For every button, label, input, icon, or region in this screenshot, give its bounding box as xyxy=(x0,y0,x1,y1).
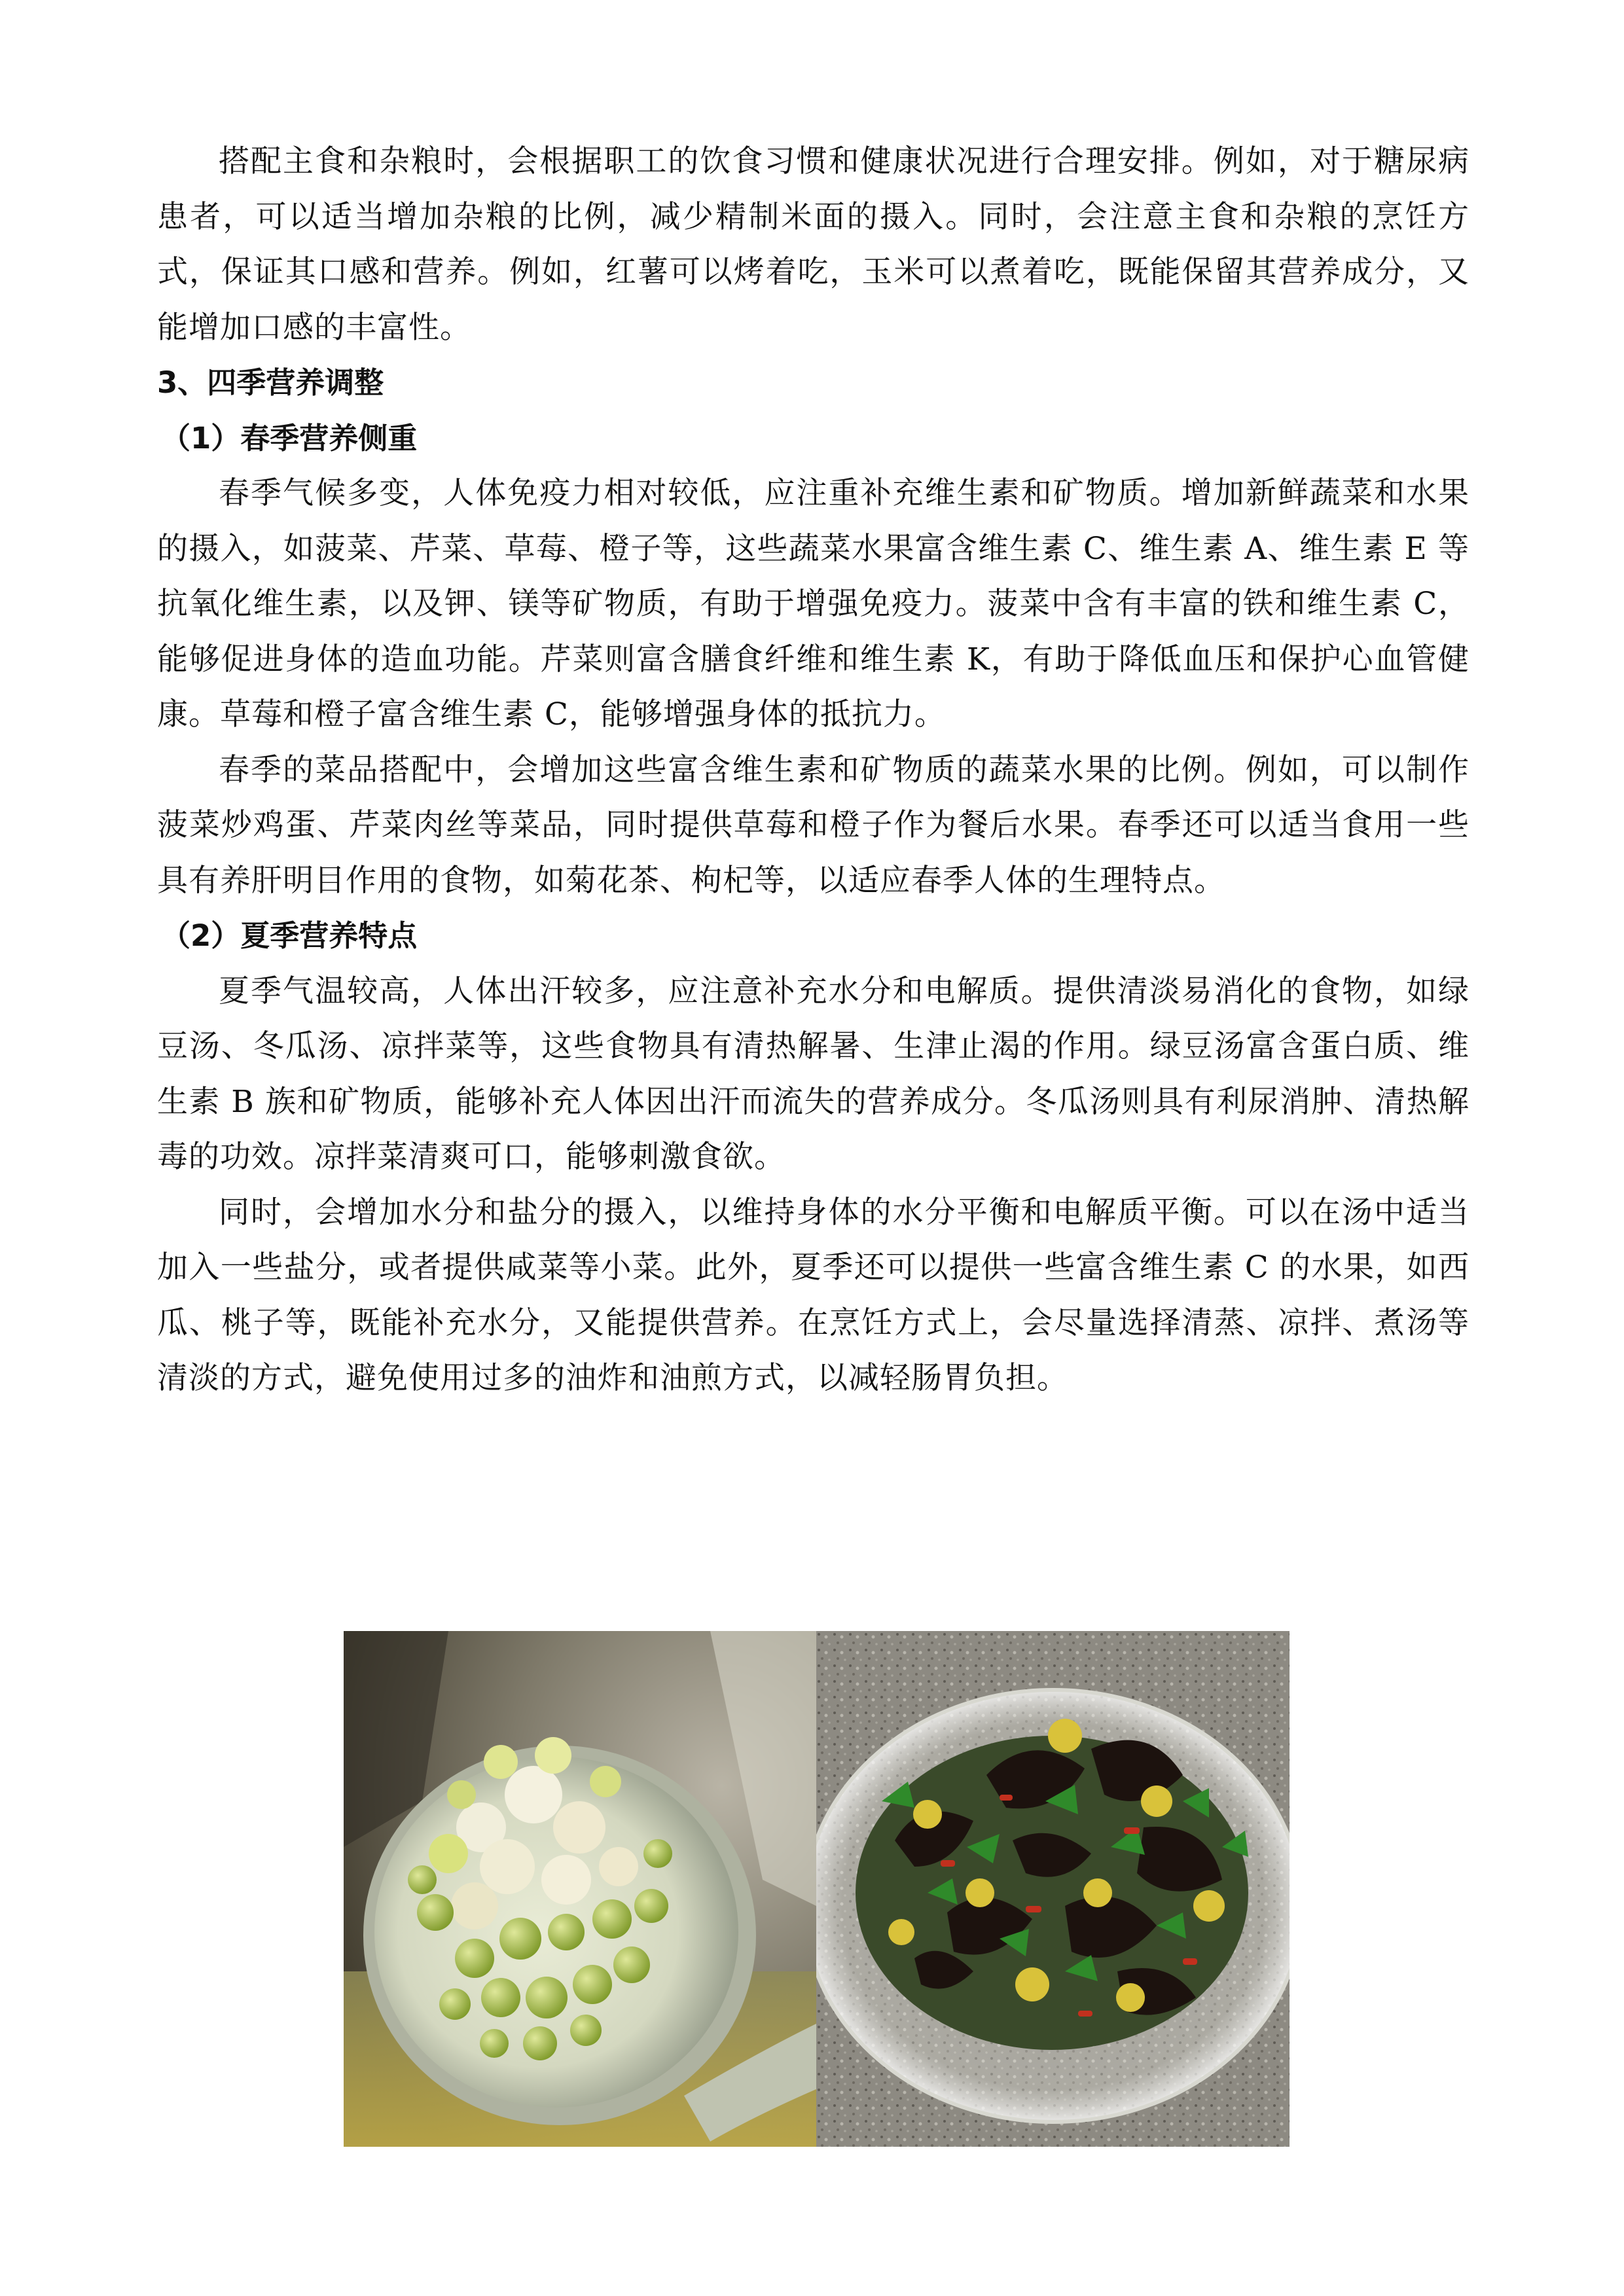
food-photos xyxy=(344,1631,1290,2147)
paragraph-summer-1: 夏季气温较高，人体出汗较多，应注意补充水分和电解质。提供清淡易消化的食物，如绿豆汤、冬瓜汤、凉拌菜等，这些食物具有清热解暑、生津止渴的作用。绿豆汤富含蛋白质、维生素 B 族和矿物质，能够补充人体因出汗而流失的营养成分。冬瓜汤则具有利尿消肿、清热解毒的功效。凉拌菜清爽可口，能够刺激食欲。 xyxy=(157,973,1470,1175)
mung-bean-soup-photo xyxy=(344,1631,816,2147)
paragraph-spring-1: 春季气候多变，人体免疫力相对较低，应注重补充维生素和矿物质。增加新鲜蔬菜和水果的摄入，如菠菜、芹菜、草莓、橙子等，这些蔬菜水果富含维生素 C、维生素 A、维生素 E 等抗氧化维生素，以及钾、镁等矿物质，有助于增强免疫力。菠菜中含有丰富的铁和维生素 C，能够促进身体的造血功能。芹菜则富含膳食纤维和维生素 K，有助于降低血压和保护心血管健康。草莓和橙子富含维生素 C，能够增强身体的抵抗力。 xyxy=(157,475,1470,732)
paragraph-summer-2: 同时，会增加水分和盐分的摄入，以维持身体的水分平衡和电解质平衡。可以在汤中适当加入一些盐分，或者提供咸菜等小菜。此外，夏季还可以提供一些富含维生素 C 的水果，如西瓜、桃子等，既能补充水分，又能提供营养。在烹饪方式上，会尽量选择清蒸、凉拌、煮汤等清淡的方式，避免使用过多的油炸和油煎方式，以减轻肠胃负担。 xyxy=(157,1194,1470,1396)
subheading-summer: （2）夏季营养特点 xyxy=(161,918,418,953)
cold-salad-image xyxy=(816,1631,1290,2147)
subheading-spring: （1）春季营养侧重 xyxy=(161,420,418,456)
paragraph-spring-2: 春季的菜品搭配中，会增加这些富含维生素和矿物质的蔬菜水果的比例。例如，可以制作菠菜炒鸡蛋、芹菜肉丝等菜品，同时提供草莓和橙子作为餐后水果。春季还可以适当食用一些具有养肝明目作用的食物，如菊花茶、枸杞等，以适应春季人体的生理特点。 xyxy=(157,751,1470,899)
section-heading-seasonal: 3、四季营养调整 xyxy=(157,365,384,400)
cold-salad-photo xyxy=(816,1631,1290,2147)
paragraph-staple-grains: 搭配主食和杂粮时，会根据职工的饮食习惯和健康状况进行合理安排。例如，对于糖尿病患者，可以适当增加杂粮的比例，减少精制米面的摄入。同时，会注意主食和杂粮的烹饪方式，保证其口感和营养。例如，红薯可以烤着吃，玉米可以煮着吃，既能保留其营养成分，又能增加口感的丰富性。 xyxy=(157,143,1470,346)
page-content xyxy=(157,134,1470,1407)
mung-bean-soup-image xyxy=(344,1631,816,2147)
